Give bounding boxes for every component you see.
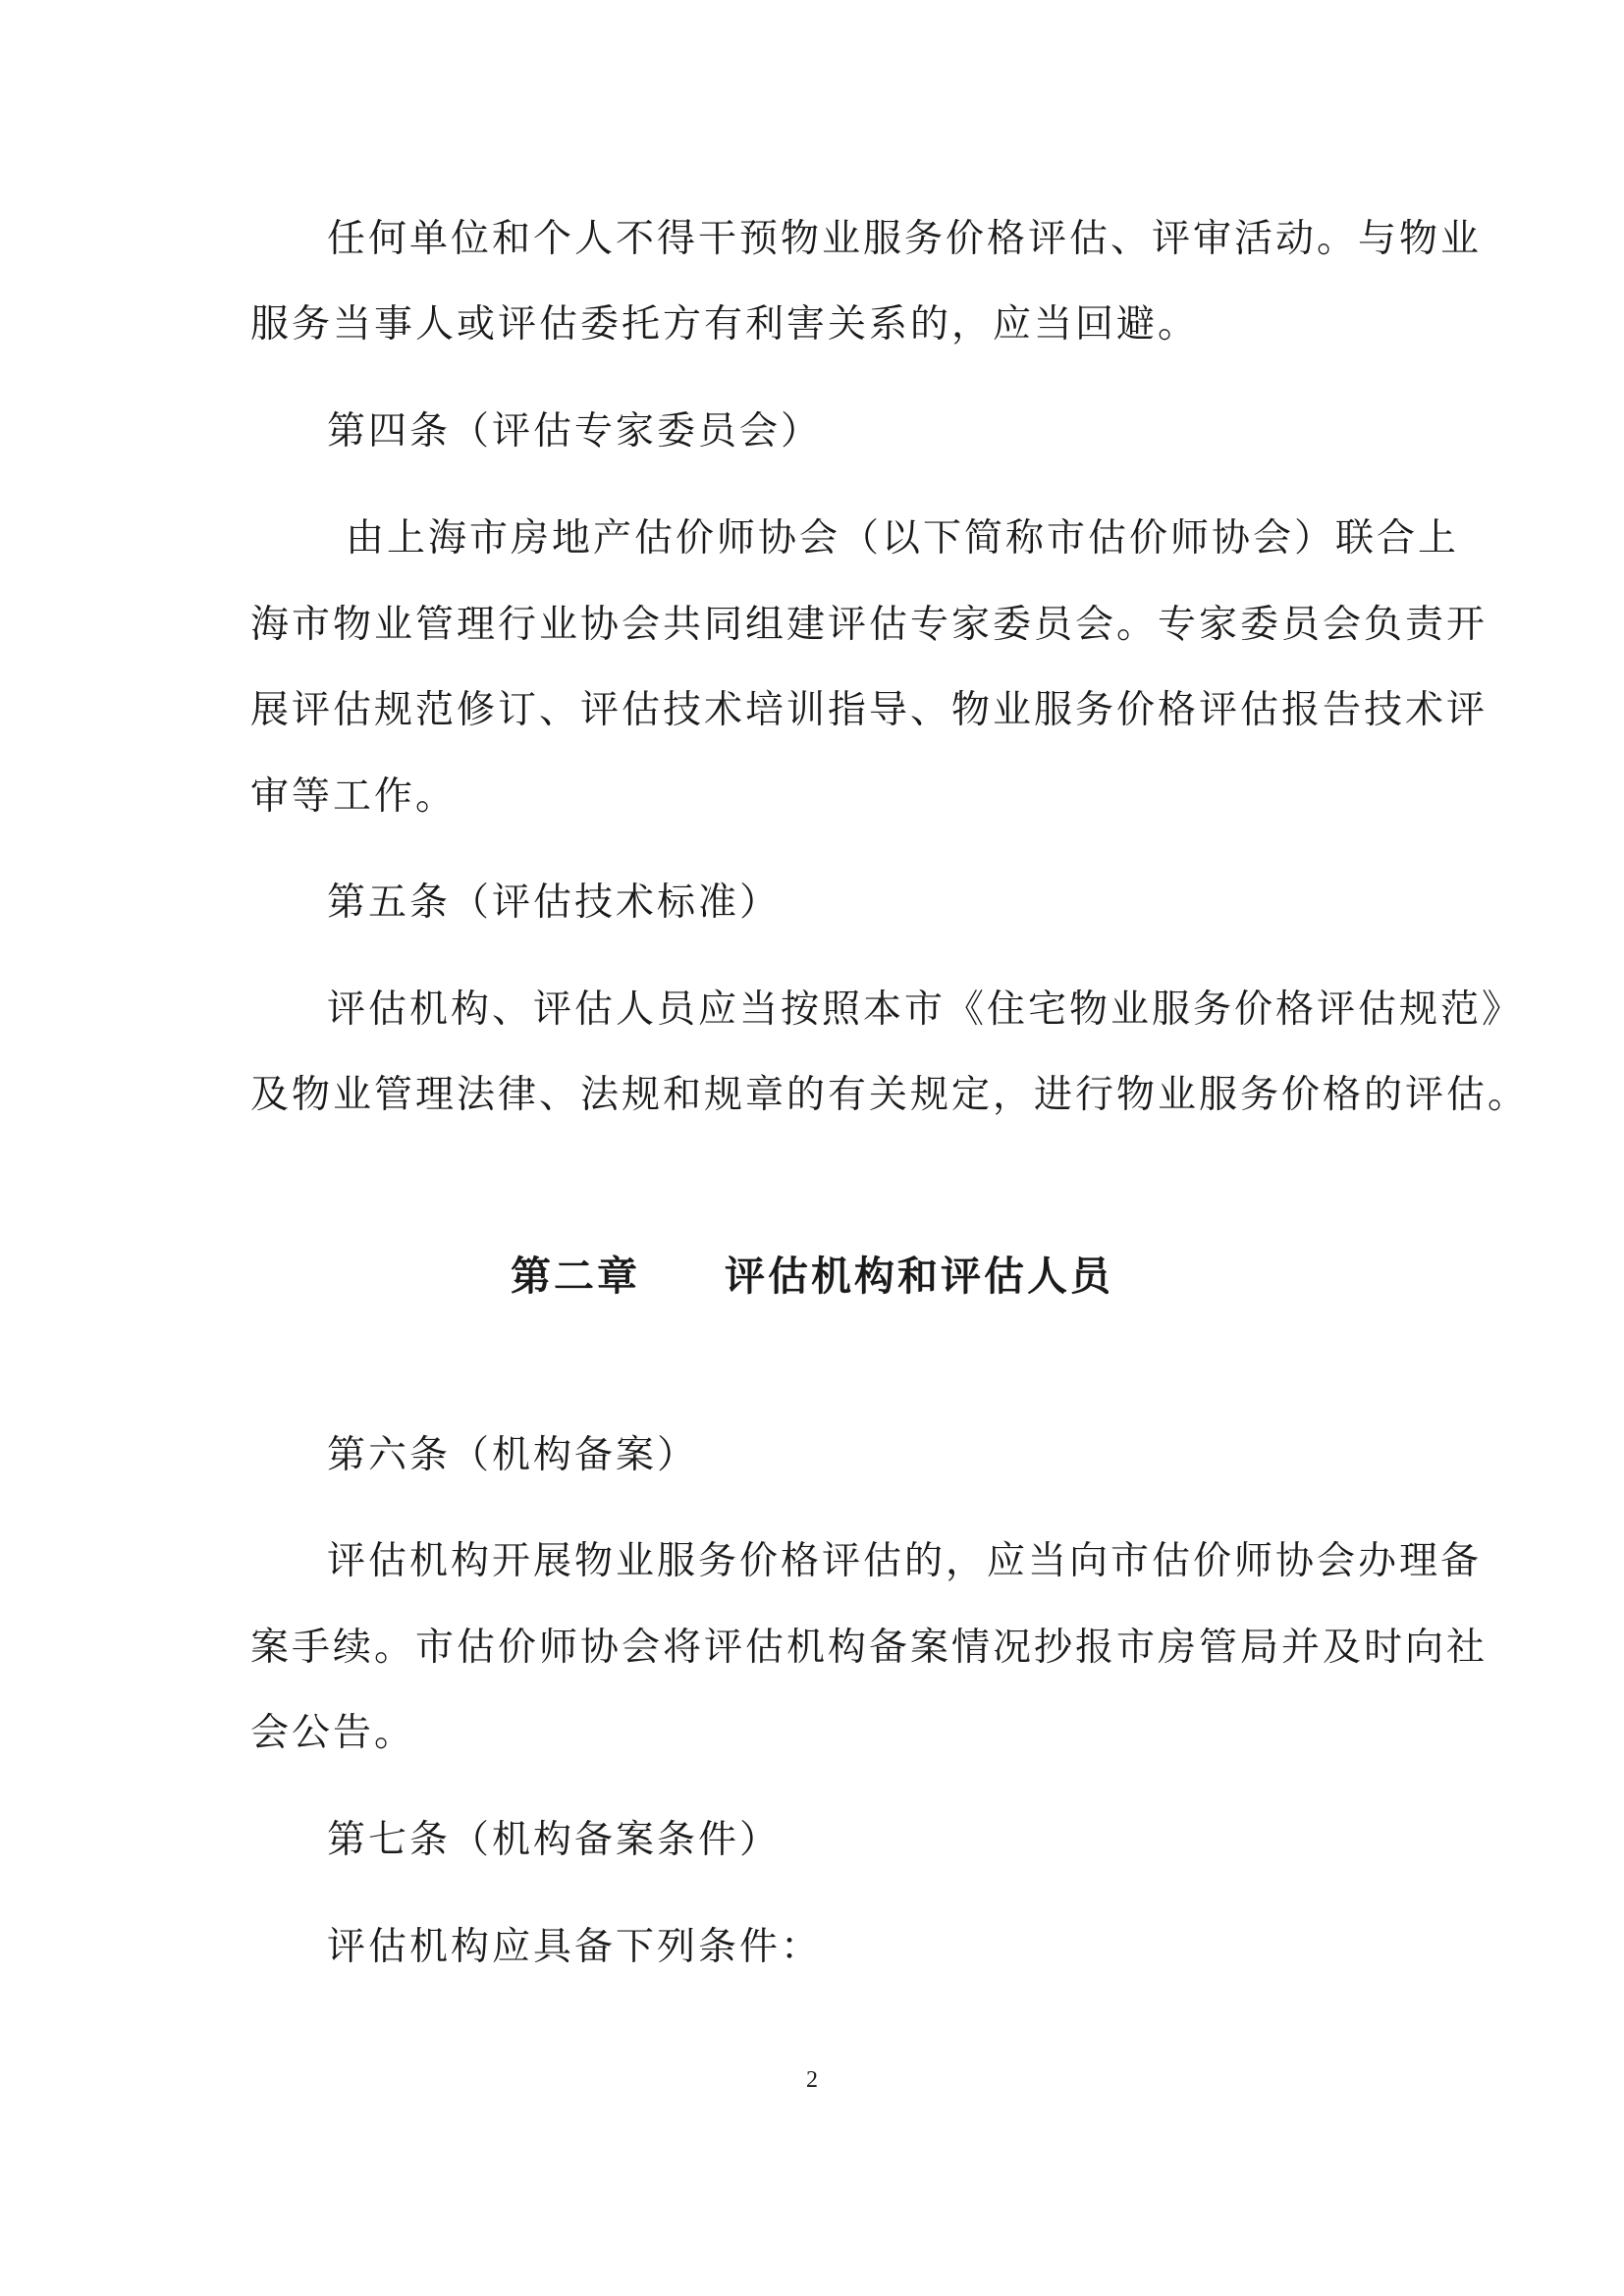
paragraph-line: 海市物业管理行业协会共同组建评估专家委员会。专家委员会负责开 — [250, 603, 1489, 647]
paragraph-line: 由上海市房地产估价师协会（以下简称市估价师协会）联合上 — [346, 516, 1460, 561]
paragraph-line: 会公告。 — [250, 1711, 416, 1755]
article-heading: 第七条（机构备案条件） — [327, 1818, 782, 1862]
article-heading: 第四条（评估专家委员会） — [327, 409, 823, 454]
page-number: 2 — [806, 2067, 818, 2093]
paragraph-line: 服务当事人或评估委托方有利害关系的，应当回避。 — [250, 302, 1200, 347]
article-heading: 第六条（机构备案） — [327, 1433, 699, 1477]
article-heading: 第五条（评估技术标准） — [327, 881, 782, 925]
paragraph-line: 评估机构应具备下列条件： — [327, 1925, 823, 1969]
paragraph-line: 展评估规范修订、评估技术培训指导、物业服务价格评估报告技术评 — [250, 688, 1489, 732]
paragraph-line: 审等工作。 — [250, 774, 458, 819]
paragraph-line: 及物业管理法律、法规和规章的有关规定，进行物业服务价格的评估。 — [250, 1073, 1530, 1117]
paragraph-line: 评估机构、评估人员应当按照本市《住宅物业服务价格评估规范》 — [327, 988, 1524, 1032]
chapter-number: 第二章 — [511, 1253, 640, 1300]
paragraph-line: 案手续。市估价师协会将评估机构备案情况抄报市房管局并及时向社 — [250, 1626, 1489, 1670]
chapter-title: 评估机构和评估人员 — [725, 1253, 1113, 1300]
paragraph-line: 评估机构开展物业服务价格评估的，应当向市估价师协会办理备 — [327, 1539, 1483, 1583]
paragraph-line: 任何单位和个人不得干预物业服务价格评估、评审活动。与物业 — [327, 217, 1483, 261]
chapter-heading — [0, 1251, 1624, 1302]
